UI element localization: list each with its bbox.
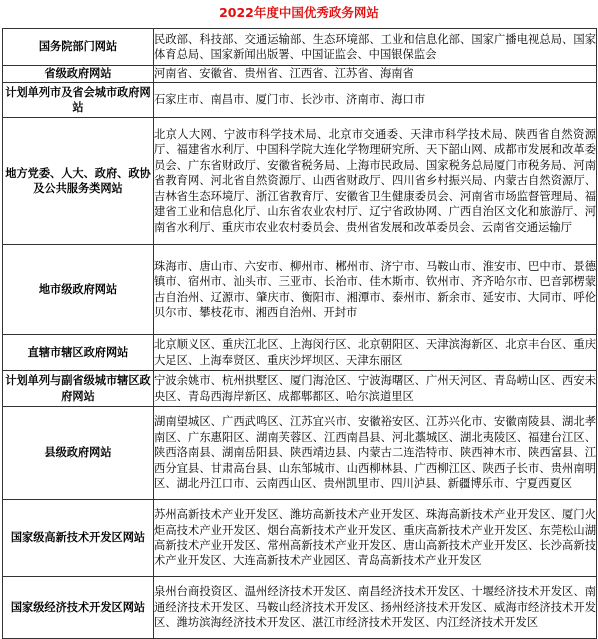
row-content: 河南省、安徽省、贵州省、江西省、江苏省、海南省 <box>154 66 597 83</box>
table-row <box>3 83 597 118</box>
row-category: 国家级经济技术开发区网站 <box>3 577 154 639</box>
table-row <box>3 335 597 371</box>
table-row <box>3 407 597 500</box>
table-row <box>3 245 597 335</box>
row-content: 民政部、科技部、交通运输部、生态环境部、工业和信息化部、国家广播电视总局、国家体育总局、国家新闻出版署、中国证监会、中国银保监会 <box>154 29 597 66</box>
row-content: 北京人大网、宁波市科学技术局、北京市交通委、天津市科学技术局、陕西省自然资源厅、福建省水利厅、中国科学院大连化学物理研究所、天下韶山网、成都市发展和改革委员会、广东省财政厅、安徽省税务局、上海市民政局、国家税务总局厦门市税务局、河南省教育网、河北省自然资源厅、山西省财政厅、四川省乡村振兴局、内蒙古自然资源厅、吉林省生态环境厅、浙江省教育厅、安徽省卫生健康委员会、河南省市场监督管理局、福建省工业和信息化厅、山东省农业农村厅、辽宁省政协网、广西自治区文化和旅游厅、河南省水利厅、重庆市农业农村委员会、贵州省发展和改革委员会、云南省交通运输厅 <box>154 118 597 245</box>
row-category: 计划单列与副省级城市辖区政府网站 <box>3 371 154 407</box>
row-category: 县级政府网站 <box>3 407 154 500</box>
table-row <box>3 371 597 407</box>
row-content: 珠海市、唐山市、六安市、柳州市、郴州市、济宁市、马鞍山市、淮安市、巴中市、景德镇市、宿州市、汕头市、三亚市、长治市、佳木斯市、钦州市、齐齐哈尔市、巴音郭楞蒙古自治州、辽源市、肇庆市、衡阳市、湘潭市、泰州市、新余市、延安市、大同市、呼伦贝尔市、攀枝花市、湘西自治州、开封市 <box>154 245 597 335</box>
row-category: 国家级高新技术开发区网站 <box>3 500 154 577</box>
table-row <box>3 118 597 245</box>
row-content: 泉州台商投资区、温州经济技术开发区、南昌经济技术开发区、十堰经济技术开发区、南通经济技术开发区、马鞍山经济技术开发区、扬州经济技术开发区、威海市经济技术开发区、潍坊滨海经济技术开发区、湛江市经济技术开发区、内江经济技术开发区 <box>154 577 597 639</box>
row-content: 石家庄市、南昌市、厦门市、长沙市、济南市、海口市 <box>154 83 597 118</box>
table-row <box>3 577 597 639</box>
row-category: 直辖市辖区政府网站 <box>3 335 154 371</box>
websites-table <box>2 28 597 639</box>
row-category: 计划单列市及省会城市政府网站 <box>3 83 154 118</box>
row-content: 苏州高新技术产业开发区、潍坊高新技术产业开发区、珠海高新技术产业开发区、厦门火炬高技术产业开发区、烟台高新技术产业开发区、重庆高新技术产业开发区、东莞松山湖高新技术产业开发区、常州高新技术产业开发区、唐山高新技术产业开发区、长沙高新技术产业开发区、大连高新技术产业园区、青岛高新技术产业开发区 <box>154 500 597 577</box>
row-content: 宁波余姚市、杭州拱墅区、厦门海沧区、宁波海曙区、广州天河区、青岛崂山区、西安未央区、青岛西海岸新区、成都郫都区、哈尔滨道里区 <box>154 371 597 407</box>
row-content: 北京顺义区、重庆江北区、上海闵行区、北京朝阳区、天津滨海新区、北京丰台区、重庆大足区、上海奉贤区、重庆沙坪坝区、天津东丽区 <box>154 335 597 371</box>
row-content: 湖南望城区、广西武鸣区、江苏宜兴市、安徽裕安区、江苏兴化市、安徽南陵县、湖北孝南区、广东惠阳区、湖南芙蓉区、江西南昌县、河北藁城区、湖北夷陵区、福建台江区、陕西洛南县、湖南岳阳县、陕西靖边县、内蒙古二连浩特市、陕西神木市、陕西富县、江西分宜县、甘肃高台县、山东邹城市、山西柳林县、广西柳江区、陕西子长市、贵州南明区、湖北丹江口市、云南西山区、贵州凯里市、四川泸县、新疆博乐市、宁夏西夏区 <box>154 407 597 500</box>
row-category: 地市级政府网站 <box>3 245 154 335</box>
table-row <box>3 500 597 577</box>
page-title: 2022年度中国优秀政务网站 <box>219 5 379 20</box>
table-row <box>3 29 597 66</box>
row-category: 省级政府网站 <box>3 66 154 83</box>
row-category: 国务院部门网站 <box>3 29 154 66</box>
table-row <box>3 66 597 83</box>
row-category: 地方党委、人大、政府、政协及公共服务类网站 <box>3 118 154 245</box>
